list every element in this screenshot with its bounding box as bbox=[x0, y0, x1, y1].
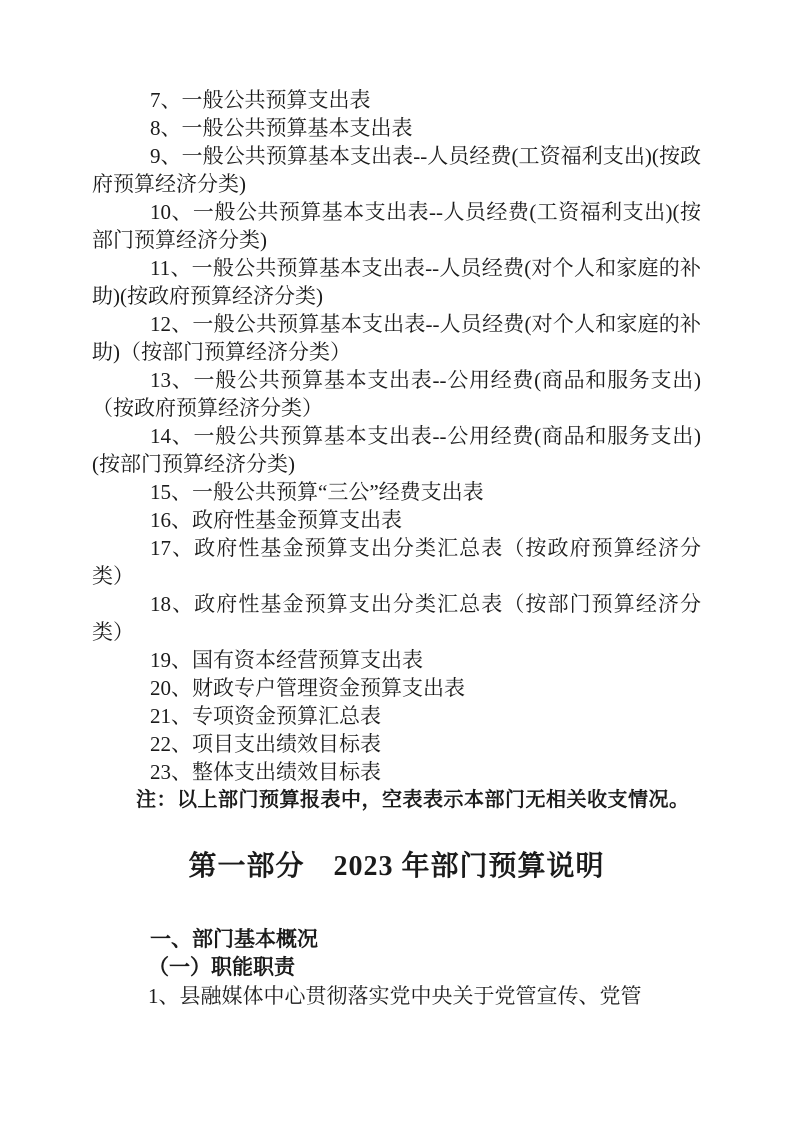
budget-table-list-item: 17、政府性基金预算支出分类汇总表（按政府预算经济分类） bbox=[92, 536, 701, 588]
budget-table-list-item: 10、一般公共预算基本支出表--人员经费(工资福利支出)(按部门预算经济分类) bbox=[92, 200, 701, 252]
budget-table-list-item: 8、一般公共预算基本支出表 bbox=[150, 116, 413, 140]
budget-tables-list bbox=[92, 86, 701, 786]
budget-table-list-item: 13、一般公共预算基本支出表--公用经费(商品和服务支出)（按政府预算经济分类） bbox=[92, 368, 701, 420]
budget-table-list-item: 16、政府性基金预算支出表 bbox=[150, 508, 402, 532]
budget-table-list-item: 20、财政专户管理资金预算支出表 bbox=[150, 676, 465, 700]
section-title-department-overview: 一、部门基本概况 bbox=[150, 928, 318, 951]
budget-table-list-item: 7、一般公共预算支出表 bbox=[150, 88, 371, 112]
budget-table-list-item: 21、专项资金预算汇总表 bbox=[150, 704, 381, 728]
budget-table-list-item: 14、一般公共预算基本支出表--公用经费(商品和服务支出)(按部门预算经济分类) bbox=[92, 424, 701, 476]
budget-table-list-item: 19、国有资本经营预算支出表 bbox=[150, 648, 423, 672]
budget-table-list-item: 11、一般公共预算基本支出表--人员经费(对个人和家庭的补助)(按政府预算经济分类) bbox=[92, 256, 701, 308]
budget-table-list-item: 22、项目支出绩效目标表 bbox=[150, 732, 381, 756]
budget-table-list-item: 18、政府性基金预算支出分类汇总表（按部门预算经济分类） bbox=[92, 592, 701, 644]
subsection-title-functions-duties: （一）职能职责 bbox=[148, 956, 295, 979]
list-empty-tables-note: 注：以上部门预算报表中，空表表示本部门无相关收支情况。 bbox=[136, 789, 690, 811]
part-one-heading: 第一部分 2023 年部门预算说明 bbox=[188, 851, 605, 882]
budget-table-list-item: 9、一般公共预算基本支出表--人员经费(工资福利支出)(按政府预算经济分类) bbox=[92, 144, 701, 196]
functions-paragraph: 1、县融媒体中心贯彻落实党中央关于党管宣传、党管 bbox=[148, 984, 642, 1008]
budget-table-list-item: 12、一般公共预算基本支出表--人员经费(对个人和家庭的补助)（按部门预算经济分类） bbox=[92, 312, 701, 364]
budget-table-list-item: 23、整体支出绩效目标表 bbox=[150, 760, 381, 784]
budget-table-list-item: 15、一般公共预算“三公”经费支出表 bbox=[150, 480, 484, 504]
